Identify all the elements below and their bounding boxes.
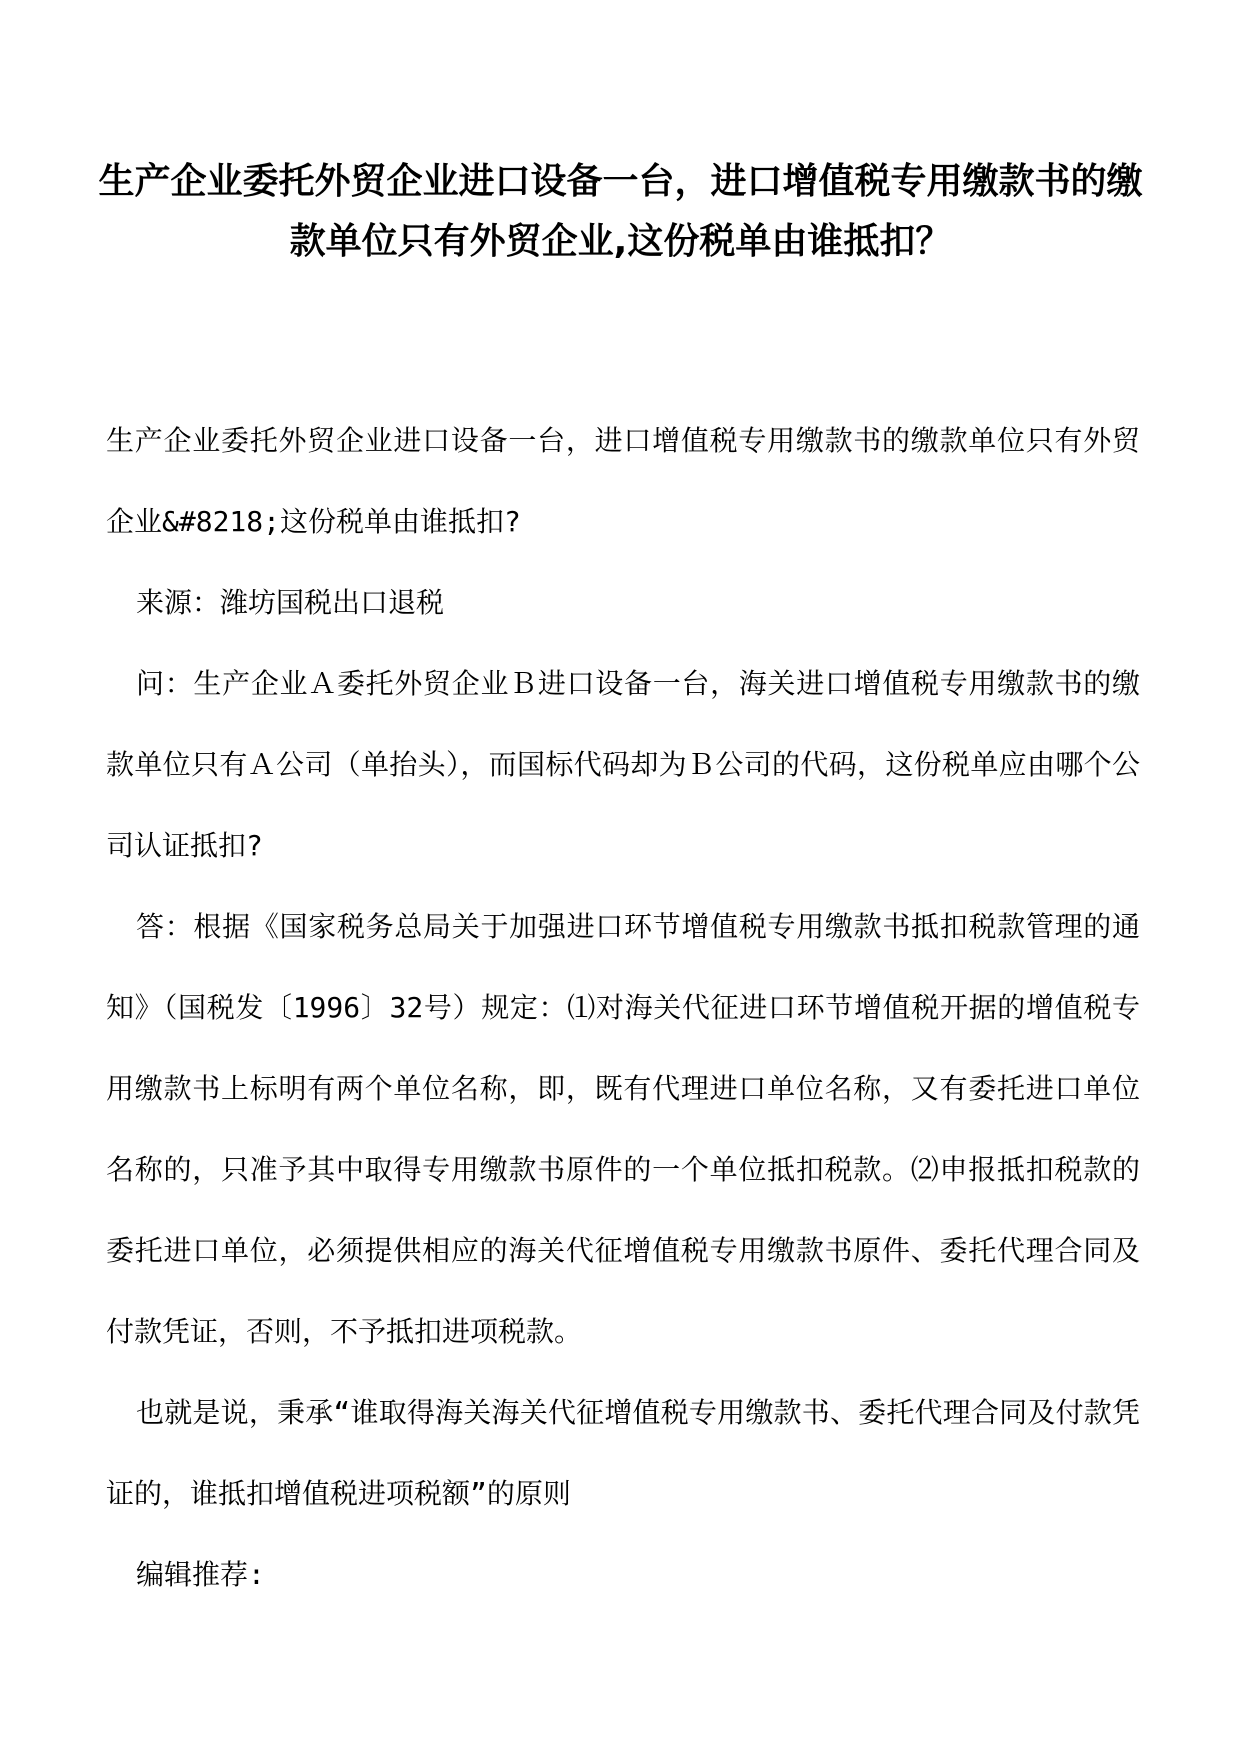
answer-paragraph: 答：根据《国家税务总局关于加强进口环节增值税专用缴款书抵扣税款管理的通知》（国税发〔1996〕32号）规定：⑴对海关代征进口环节增值税开据的增值税专用缴款书上标明有两个单位名称，即，既有代理进口单位名称，又有委托进口单位名称的，只准予其中取得专用缴款书原件的一个单位抵扣税款。⑵申报抵扣税款的委托进口单位，必须提供相应的海关代征增值税专用缴款书原件、委托代理合同及付款凭证，否则，不予抵扣进项税款。 (106, 910, 1140, 1348)
summary-paragraph: 也就是说，秉承“谁取得海关海关代征增值税专用缴款书、委托代理合同及付款凭证的，谁抵扣增值税进项税额”的原则 (106, 1396, 1140, 1510)
source-line: 来源：潍坊国税出口退税 (136, 586, 445, 619)
document-body (106, 400, 1140, 1615)
question-paragraph: 问：生产企业Ａ委托外贸企业Ｂ进口设备一台，海关进口增值税专用缴款书的缴款单位只有Ａ公司（单抬头），而国标代码却为Ｂ公司的代码，这份税单应由哪个公司认证抵扣? (106, 667, 1140, 862)
document-title: 生产企业委托外贸企业进口设备一台，进口增值税专用缴款书的缴款单位只有外贸企业,这份税单由谁抵扣？ (98, 161, 1143, 262)
editor-recommendation: 编辑推荐: (136, 1558, 265, 1591)
intro-paragraph: 生产企业委托外贸企业进口设备一台，进口增值税专用缴款书的缴款单位只有外贸企业&#8218;这份税单由谁抵扣? (106, 424, 1140, 538)
